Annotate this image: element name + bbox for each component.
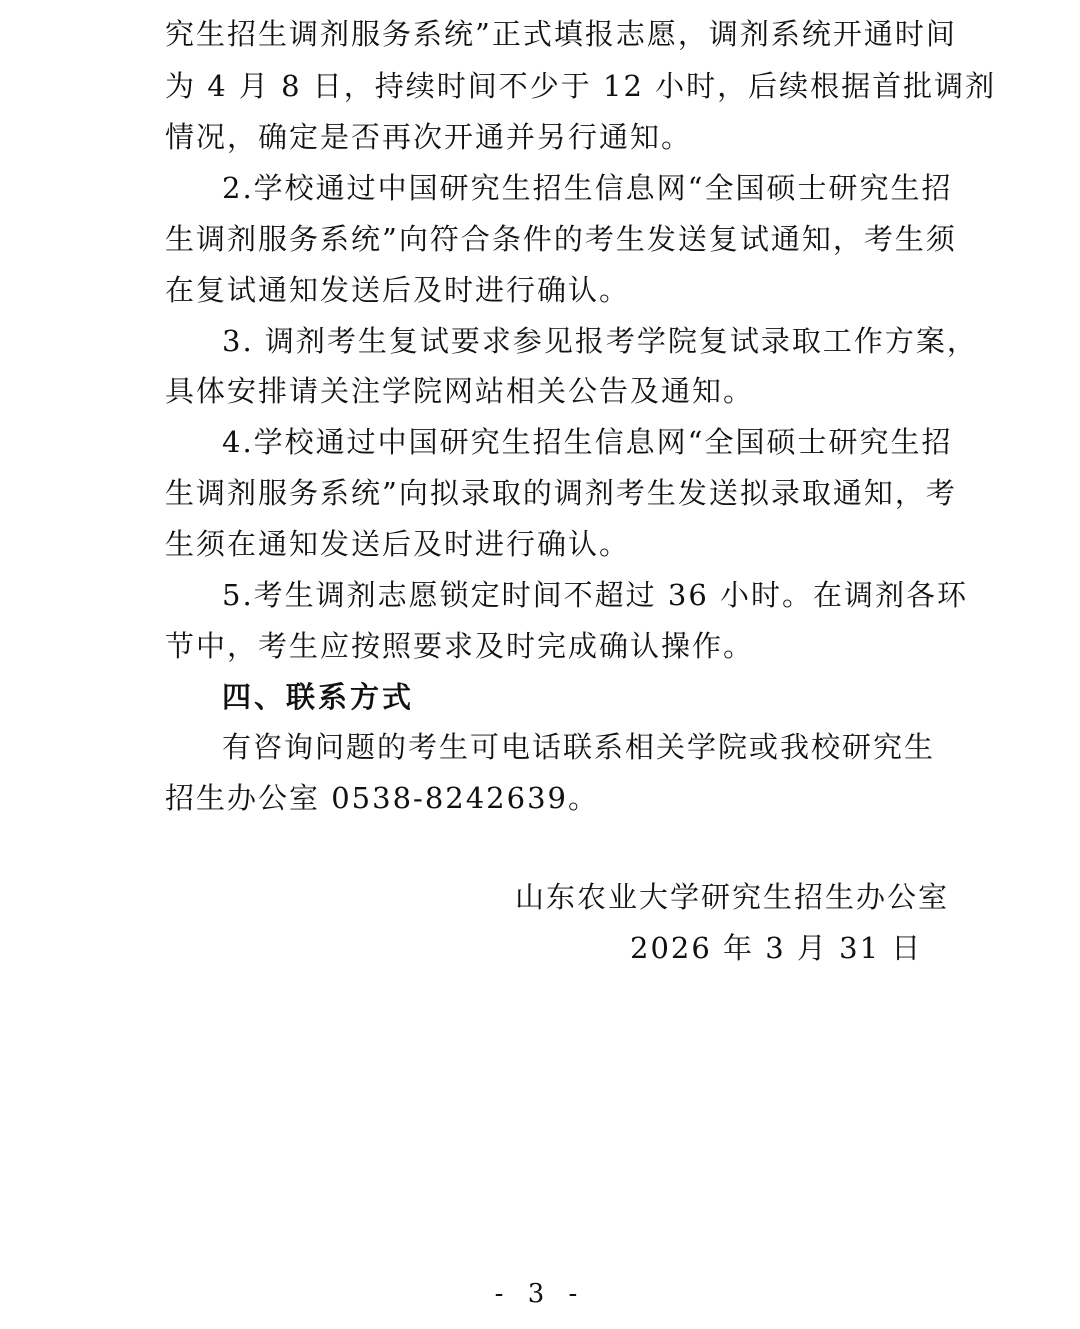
page-number: - 3 - [494, 1279, 586, 1309]
signature-organization: 山东农业大学研究生招生办公室 [515, 880, 950, 914]
item-3-line: 3. 调剂考生复试要求参见报考学院复试录取工作方案， [222, 324, 978, 358]
item-4-line: 4.学校通过中国研究生招生信息网“全国硕士研究生招 [222, 425, 953, 459]
item-5-line: 5.考生调剂志愿锁定时间不超过 36 小时。在调剂各环 [222, 578, 969, 612]
item-4-line: 生调剂服务系统”向拟录取的调剂考生发送拟录取通知，考 [165, 476, 957, 510]
section-heading: 四、联系方式 [222, 680, 415, 714]
item-2-line: 2.学校通过中国研究生招生信息网“全国硕士研究生招 [222, 171, 953, 205]
item-2-line: 生调剂服务系统”向符合条件的考生发送复试通知，考生须 [165, 222, 957, 256]
contact-line: 有咨询问题的考生可电话联系相关学院或我校研究生 [222, 730, 936, 764]
item-2-line: 在复试通知发送后及时进行确认。 [165, 273, 631, 307]
paragraph-line: 究生招生调剂服务系统”正式填报志愿，调剂系统开通时间 [165, 17, 957, 51]
paragraph-line: 为 4 月 8 日，持续时间不少于 12 小时，后续根据首批调剂 [165, 69, 997, 103]
item-4-line: 生须在通知发送后及时进行确认。 [165, 527, 631, 561]
contact-line: 招生办公室 0538-8242639。 [165, 781, 599, 815]
item-5-line: 节中，考生应按照要求及时完成确认操作。 [165, 629, 755, 663]
signature-date: 2026 年 3 月 31 日 [630, 931, 923, 965]
paragraph-line: 情况，确定是否再次开通并另行通知。 [165, 120, 693, 154]
item-3-line: 具体安排请关注学院网站相关公告及通知。 [165, 374, 755, 408]
